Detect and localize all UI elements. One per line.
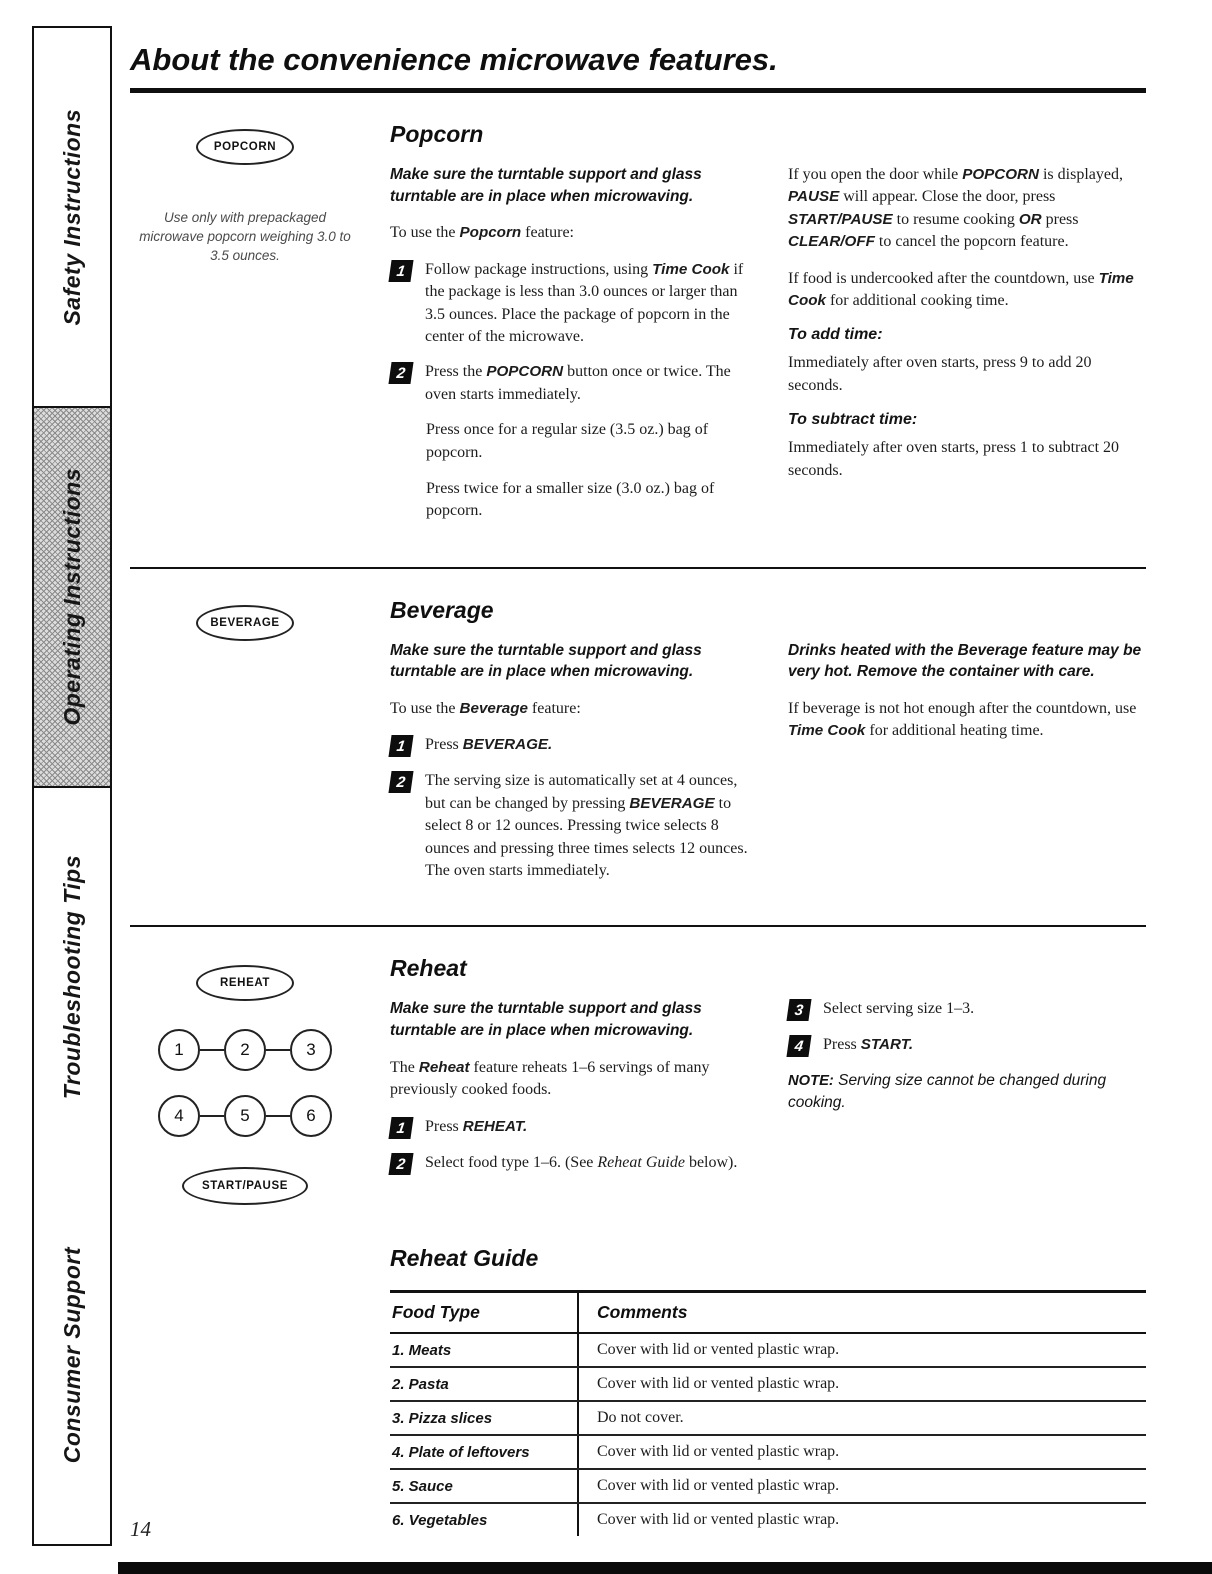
reheat-guide-heading: Reheat Guide — [390, 1245, 539, 1272]
food-type-cell: 2. Pasta — [390, 1367, 578, 1401]
reheat-body — [390, 955, 1146, 1205]
beverage-step-1 — [390, 734, 748, 757]
sidebar-label-operating-instructions: Operating Instructions — [58, 468, 85, 726]
page-title: About the convenience microwave features. — [130, 42, 1146, 93]
subtract-time-text: Immediately after oven starts, press 1 to subtract 20 seconds. — [788, 439, 1120, 479]
subtract-time-heading: To subtract time: — [788, 411, 918, 429]
scan-edge-strip — [118, 1562, 1212, 1574]
beverage-heading: Beverage — [390, 596, 494, 623]
reheat-step-4 — [788, 1034, 1146, 1057]
beverage-section — [130, 569, 1146, 922]
reheat-left-column — [390, 998, 748, 1187]
popcorn-left-column — [390, 164, 748, 537]
step-1-icon: 1 — [388, 735, 413, 757]
step-1-icon: 1 — [388, 260, 413, 282]
reheat-guide-table — [390, 1290, 1146, 1536]
step-2-icon: 2 — [388, 771, 413, 793]
reheat-step-1-text: Press REHEAT. — [425, 1117, 528, 1135]
table-row — [390, 1401, 1146, 1435]
table-row — [390, 1333, 1146, 1367]
reheat-guide-section — [390, 1245, 1146, 1536]
table-row — [390, 1503, 1146, 1536]
reheat-step-2 — [390, 1152, 748, 1175]
step-1-icon: 1 — [388, 1117, 413, 1139]
keypad-connector — [200, 1049, 224, 1051]
sidebar-section-consumer-support — [34, 1166, 110, 1544]
comment-cell: Do not cover. — [578, 1401, 1146, 1435]
food-type-cell: 5. Sauce — [390, 1469, 578, 1503]
table-header-row — [390, 1292, 1146, 1334]
sidebar-section-troubleshooting-tips — [34, 788, 110, 1166]
sidebar-section-safety-instructions — [34, 28, 110, 406]
key-3-icon: 3 — [290, 1029, 332, 1071]
step-2-icon: 2 — [388, 1153, 413, 1175]
beverage-step-2 — [390, 770, 748, 882]
key-4-icon: 4 — [158, 1095, 200, 1137]
popcorn-door-open-text: If you open the door while POPCORN is displayed, PAUSE will appear. Close the door, press START/PAUSE to resume cooking OR press CLEAR/OFF to cancel the popcorn feature. — [788, 166, 1123, 251]
keypad-row-1 — [158, 1029, 332, 1071]
popcorn-section — [130, 93, 1146, 563]
food-type-cell: 3. Pizza slices — [390, 1401, 578, 1435]
column-header-comments: Comments — [578, 1292, 1146, 1334]
reheat-section — [130, 927, 1146, 1231]
reheat-right-column — [788, 998, 1146, 1187]
key-5-icon: 5 — [224, 1095, 266, 1137]
food-type-cell: 4. Plate of leftovers — [390, 1435, 578, 1469]
reheat-step-1 — [390, 1116, 748, 1139]
comment-cell: Cover with lid or vented plastic wrap. — [578, 1503, 1146, 1536]
beverage-not-hot-text: If beverage is not hot enough after the countdown, use Time Cook for additional heating time. — [788, 700, 1137, 740]
food-type-cell: 1. Meats — [390, 1333, 578, 1367]
popcorn-button-icon: POPCORN — [196, 129, 294, 165]
sidebar-label-troubleshooting-tips: Troubleshooting Tips — [58, 854, 85, 1100]
beverage-step-2-text: The serving size is automatically set at 4 ounces, but can be changed by pressing BEVERAGE to select 8 or 12 ounces. Pressing twice selects 8 ounces and pressing three times selects 12 ounces. The oven starts immediately. — [425, 772, 748, 879]
start-pause-button-icon: START/PAUSE — [182, 1167, 308, 1205]
popcorn-step-2-text: Press the POPCORN button once or twice. The oven starts immediately. — [425, 363, 731, 403]
reheat-step-3 — [788, 998, 1146, 1021]
beverage-left-column — [390, 640, 748, 896]
add-time-text: Immediately after oven starts, press 9 to add 20 seconds. — [788, 354, 1092, 394]
beverage-step-1-text: Press BEVERAGE. — [425, 736, 553, 754]
table-row — [390, 1469, 1146, 1503]
key-2-icon: 2 — [224, 1029, 266, 1071]
popcorn-step-1 — [390, 259, 748, 349]
comment-cell: Cover with lid or vented plastic wrap. — [578, 1333, 1146, 1367]
popcorn-press-once-text: Press once for a regular size (3.5 oz.) bag of popcorn. — [426, 421, 709, 461]
table-row — [390, 1435, 1146, 1469]
sidebar-label-safety-instructions: Safety Instructions — [58, 108, 85, 326]
step-4-icon: 4 — [786, 1035, 811, 1057]
main-content — [130, 42, 1146, 1536]
add-time-heading: To add time: — [788, 326, 883, 344]
reheat-intro: Make sure the turntable support and glass turntable are in place when microwaving. — [390, 1000, 702, 1040]
step-2-icon: 2 — [388, 362, 413, 384]
reheat-step-2-text: Select food type 1–6. (See Reheat Guide below). — [425, 1153, 738, 1171]
popcorn-undercooked-text: If food is undercooked after the countdown, use Time Cook for additional cooking time. — [788, 269, 1134, 309]
sidebar-section-operating-instructions — [34, 406, 110, 788]
beverage-hot-warning: Drinks heated with the Beverage feature may be very hot. Remove the container with care. — [788, 641, 1142, 681]
page-number: 14 — [130, 1517, 151, 1541]
reheat-button-icon: REHEAT — [196, 965, 294, 1001]
popcorn-step-2 — [390, 361, 748, 406]
beverage-rail — [130, 597, 360, 896]
comment-cell: Cover with lid or vented plastic wrap. — [578, 1469, 1146, 1503]
beverage-button-icon: BEVERAGE — [196, 605, 294, 641]
keypad-row-2 — [158, 1095, 332, 1137]
sidebar-label-consumer-support: Consumer Support — [58, 1246, 85, 1464]
reheat-feature-text: The Reheat feature reheats 1–6 servings of many previously cooked foods. — [390, 1058, 710, 1099]
beverage-intro: Make sure the turntable support and glass turntable are in place when microwaving. — [390, 641, 702, 681]
reheat-step-3-text: Select serving size 1–3. — [823, 1000, 975, 1018]
reheat-keypad — [158, 1029, 332, 1137]
keypad-connector — [266, 1115, 290, 1117]
table-row — [390, 1367, 1146, 1401]
popcorn-step-1-text: Follow package instructions, using Time Cook if the package is less than 3.0 ounces or larger than 3.5 ounces. Place the package of popcorn in the center of the microwave. — [425, 260, 744, 345]
popcorn-caption: Use only with prepackaged microwave popcorn weighing 3.0 to 3.5 ounces. — [139, 210, 351, 263]
popcorn-rail — [130, 121, 360, 537]
column-header-food-type: Food Type — [390, 1292, 578, 1334]
key-1-icon: 1 — [158, 1029, 200, 1071]
popcorn-use-line: To use the Popcorn feature: — [390, 224, 574, 242]
step-3-icon: 3 — [786, 999, 811, 1021]
reheat-step-4-text: Press START. — [823, 1036, 914, 1054]
beverage-right-column — [788, 640, 1146, 896]
reheat-rail — [130, 955, 360, 1205]
popcorn-right-column — [788, 164, 1146, 537]
popcorn-body — [390, 121, 1146, 537]
keypad-connector — [266, 1049, 290, 1051]
reheat-note: NOTE: Serving size cannot be changed during cooking. — [788, 1072, 1107, 1112]
popcorn-heading: Popcorn — [390, 121, 484, 147]
comment-cell: Cover with lid or vented plastic wrap. — [578, 1367, 1146, 1401]
sidebar — [32, 26, 112, 1546]
comment-cell: Cover with lid or vented plastic wrap. — [578, 1435, 1146, 1469]
beverage-use-line: To use the Beverage feature: — [390, 700, 581, 718]
beverage-body — [390, 597, 1146, 896]
reheat-heading: Reheat — [390, 955, 467, 982]
popcorn-press-twice-text: Press twice for a smaller size (3.0 oz.) bag of popcorn. — [426, 479, 715, 520]
food-type-cell: 6. Vegetables — [392, 1511, 488, 1529]
popcorn-intro: Make sure the turntable support and glass turntable are in place when microwaving. — [390, 166, 702, 205]
keypad-connector — [200, 1115, 224, 1117]
key-6-icon: 6 — [290, 1095, 332, 1137]
